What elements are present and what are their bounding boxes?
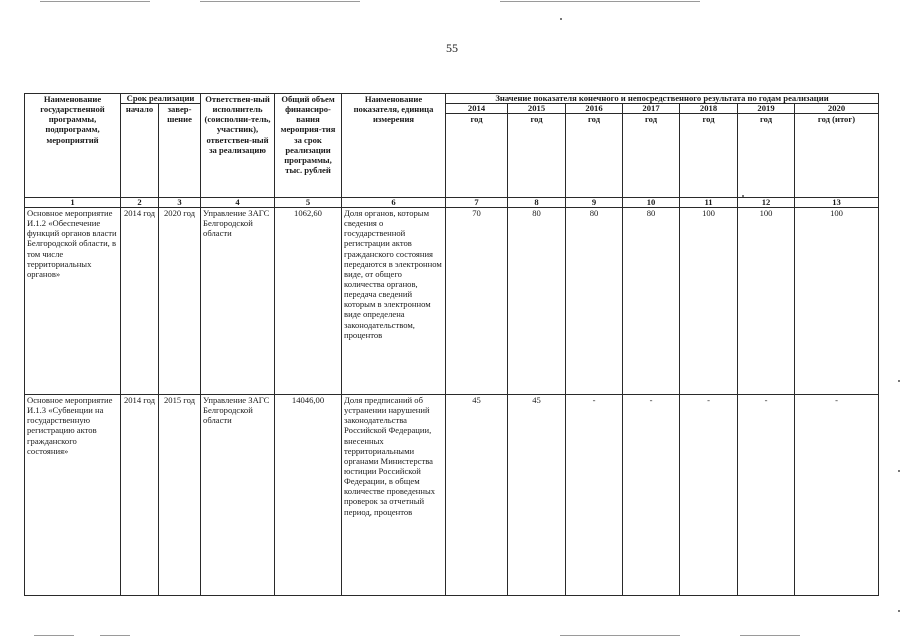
column-number-row: [25, 198, 879, 208]
executor-cell: Управление ЗАГС Белгородской области: [201, 208, 275, 395]
column-number: 5: [275, 198, 342, 208]
header-period-group: Срок реализации: [121, 94, 201, 104]
scan-artifact-bottom: [560, 635, 680, 636]
scan-artifact-dot: [898, 610, 900, 612]
value-cell: 100: [738, 208, 795, 395]
scan-artifact-dot: [560, 18, 562, 20]
value-cell: 100: [680, 208, 738, 395]
results-table: [24, 93, 879, 596]
column-number: 7: [446, 198, 508, 208]
value-cell: 45: [508, 395, 566, 596]
value-cell: 80: [566, 208, 623, 395]
column-number: 2: [121, 198, 159, 208]
value-cell: -: [566, 395, 623, 596]
header-year: 2018: [680, 104, 738, 114]
header-start: начало: [121, 104, 159, 198]
end-year-cell: 2015 год: [159, 395, 201, 596]
scan-artifact-top: [200, 1, 360, 2]
value-cell: 80: [623, 208, 680, 395]
header-year: 2014: [446, 104, 508, 114]
scan-artifact-bottom: [100, 635, 130, 636]
value-cell: 70: [446, 208, 508, 395]
indicator-cell: Доля органов, которым сведения о государственной регистрации актов гражданского состояния передаются в электронном виде, от общего количества органов, передача сведений которым в электронном виде определена законодательством, процентов: [342, 208, 446, 395]
header-year-unit: год: [738, 114, 795, 198]
header-year-unit: год: [566, 114, 623, 198]
program-name-cell: Основное мероприятие И.1.3 «Субвенции на государственную регистрацию актов гражданского состояния»: [25, 395, 121, 596]
header-year-unit: год: [446, 114, 508, 198]
scan-artifact-top: [40, 1, 150, 2]
column-number: 11: [680, 198, 738, 208]
header-end: завер-шение: [159, 104, 201, 198]
financing-cell: 14046,00: [275, 395, 342, 596]
table-row: [25, 395, 879, 596]
header-year-unit: год: [623, 114, 680, 198]
value-cell: 80: [508, 208, 566, 395]
executor-cell: Управление ЗАГС Белгородской области: [201, 395, 275, 596]
value-cell: 45: [446, 395, 508, 596]
table-row: [25, 208, 879, 395]
header-financing: Общий объем финансиро-вания мероприя-тия за срок реализации программы, тыс. рублей: [275, 94, 342, 198]
header-year: 2016: [566, 104, 623, 114]
header-year: 2020: [795, 104, 879, 114]
indicator-cell: Доля предписаний об устранении нарушений законодательства Российской Федерации, внесенных территориальными органами Министерства юстиции Российской Федерации, в общем количестве проведенных проверок за отчетный период, процентов: [342, 395, 446, 596]
value-cell: -: [795, 395, 879, 596]
header-year: 2017: [623, 104, 680, 114]
header-year-unit: год (итог): [795, 114, 879, 198]
value-cell: 100: [795, 208, 879, 395]
header-year: 2015: [508, 104, 566, 114]
column-number: 13: [795, 198, 879, 208]
value-cell: -: [680, 395, 738, 596]
financing-cell: 1062,60: [275, 208, 342, 395]
column-number: 3: [159, 198, 201, 208]
header-indicator: Наименование показателя, единица измерения: [342, 94, 446, 198]
column-number: 10: [623, 198, 680, 208]
column-number: 4: [201, 198, 275, 208]
scan-artifact-top: [500, 1, 700, 2]
start-year-cell: 2014 год: [121, 395, 159, 596]
header-year-unit: год: [508, 114, 566, 198]
scan-artifact-dot: [898, 380, 900, 382]
scan-artifact-bottom: [740, 635, 800, 636]
start-year-cell: 2014 год: [121, 208, 159, 395]
header-year: 2019: [738, 104, 795, 114]
end-year-cell: 2020 год: [159, 208, 201, 395]
column-number: 9: [566, 198, 623, 208]
program-name-cell: Основное мероприятие И.1.2 «Обеспечение функций органов власти Белгородской области, в том числе территориальных органов»: [25, 208, 121, 395]
header-year-unit: год: [680, 114, 738, 198]
column-number: 6: [342, 198, 446, 208]
header-values-group: Значение показателя конечного и непосредственного результата по годам реализации: [446, 94, 879, 104]
scan-artifact-bottom: [34, 635, 74, 636]
column-number: 1: [25, 198, 121, 208]
scan-artifact-dot: [898, 470, 900, 472]
column-number: 8: [508, 198, 566, 208]
header-executor: Ответствен-ный исполнитель (соисполни-тель, участник), ответствен-ный за реализацию: [201, 94, 275, 198]
header-program-name: Наименование государственной программы, подпрограмм, мероприятий: [25, 94, 121, 198]
column-number: 12: [738, 198, 795, 208]
page-number: 55: [446, 41, 458, 55]
value-cell: -: [738, 395, 795, 596]
value-cell: -: [623, 395, 680, 596]
